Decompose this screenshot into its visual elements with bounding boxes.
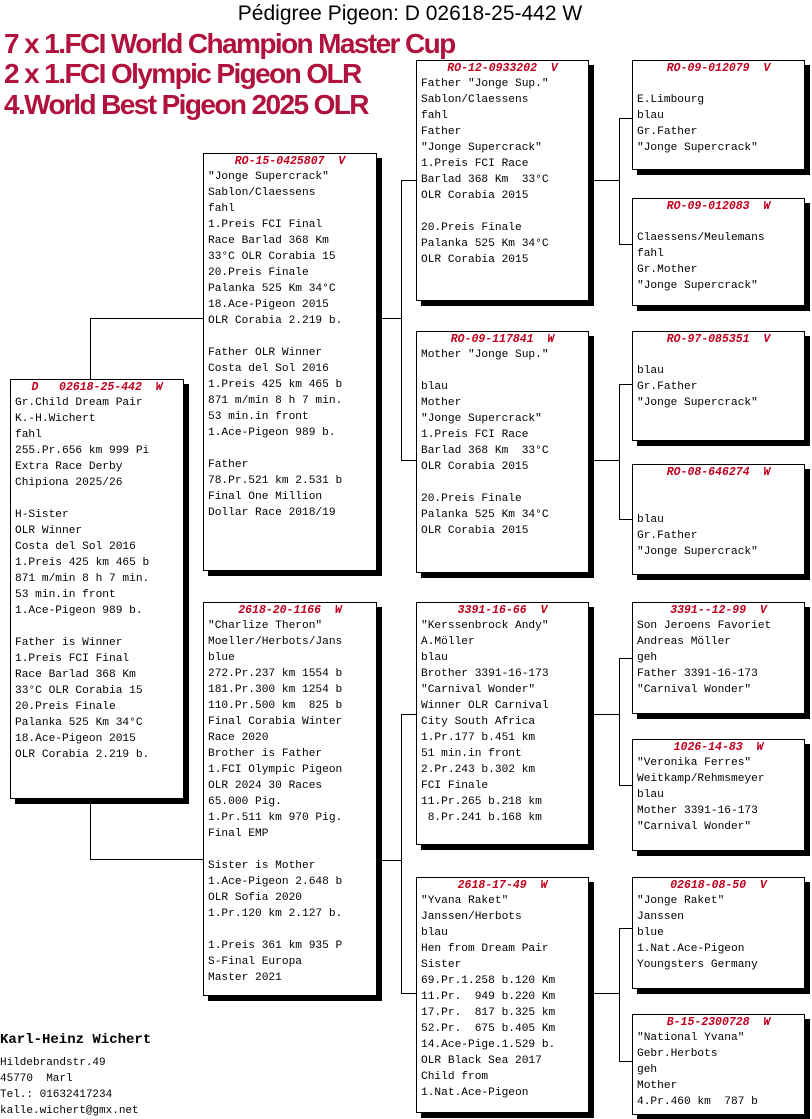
ring-number: RO-08-646274 W [666, 466, 771, 479]
pedigree-card-father [203, 153, 377, 571]
ring-number: RO-09-012083 W [666, 200, 771, 213]
pedigree-card-mf-father [632, 602, 805, 714]
pedigree-card-father-father [416, 60, 589, 301]
pigeon-details: "Yvana Raket" Janssen/Herbots blau Hen from Dream Pair Sister 69.Pr.1.258 b.120 Km 11.Pr. 949 b.220 Km 17.Pr. 817 b.325 km 52.Pr. 675 b.405 Km 14.Ace-Pige.1.529 b. OLR Black Sea 2017 Child from 1.Nat.Ace-Pigeon [421, 895, 556, 1099]
pigeon-details: blau Gr.Father "Jonge Supercrack" [637, 365, 758, 409]
pigeon-details: Mother "Jonge Sup." blau Mother "Jonge Supercrack" 1.Preis FCI Race Barlad 368 Km 33°C OLR Corabia 2015 20.Preis Finale Palanka 525 Km 34°C OLR Corabia 2015 [421, 349, 549, 537]
pedigree-card-mf-mother [632, 739, 805, 851]
ring-number: RO-12-0933202 V [447, 62, 558, 75]
pedigree-card-subject [10, 379, 184, 799]
pigeon-details: "Jonge Raket" Janssen blue 1.Nat.Ace-Pigeon Youngsters Germany [637, 895, 758, 971]
pigeon-details: "Jonge Supercrack" Sablon/Claessens fahl 1.Preis FCI Final Race Barlad 368 Km 33°C OLR Corabia 15 20.Preis Finale Palanka 525 Km 34°C 18.Ace-Pigeon 2015 OLR Corabia 2.219 b. Father OLR Winner Costa del Sol 2016 1.Preis 425 km 465 b 871 m/min 8 h 7 min. 53 min.in front 1.Ace-Pigeon 989 b. Father 78.Pr.521 km 2.531 b Final One Million Dollar Race 2018/19 [208, 171, 343, 519]
pedigree-card-mm-mother [632, 1014, 805, 1115]
pigeon-details: E.Limbourg blau Gr.Father "Jonge Supercrack" [637, 94, 758, 154]
ring-number: RO-15-0425807 V [234, 155, 346, 168]
ring-number: D 02618-25-442 W [31, 381, 163, 394]
pigeon-details: "Kerssenbrock Andy" A.Möller blau Brother 3391-16-173 "Carnival Wonder" Winner OLR Carnival City South Africa 1.Pr.177 b.451 km 51 min.in front 2.Pr.243 b.302 km FCI Finale 11.Pr.265 b.218 km 8.Pr.241 b.168 km [421, 620, 549, 824]
pedigree-card-mother-mother [416, 877, 589, 1113]
pigeon-details: "Veronika Ferres" Weitkamp/Rehmsmeyer blau Mother 3391-16-173 "Carnival Wonder" [637, 757, 765, 833]
pedigree-card-father-mother [416, 331, 589, 573]
ring-number: RO-97-085351 V [666, 333, 771, 346]
pigeon-details: Claessens/Meulemans fahl Gr.Mother "Jonge Supercrack" [637, 232, 765, 292]
page-title: Pédigree Pigeon: D 02618-25-442 W [237, 2, 583, 25]
ring-number: 3391-16-66 V [457, 604, 548, 617]
owner-name: Karl-Heinz Wichert [0, 1032, 152, 1048]
ring-number: 3391--12-99 V [670, 604, 767, 617]
ring-number: 2618-17-49 W [457, 879, 548, 892]
owner-address: Hildebrandstr.49 45770 Marl Tel.: 01632417234 kalle.wichert@gmx.net [0, 1057, 139, 1117]
pedigree-card-mother-father [416, 602, 589, 845]
ring-number: B-15-2300728 W [666, 1016, 771, 1029]
pedigree-card-fm-mother [632, 464, 805, 575]
pigeon-details: blau Gr.Father "Jonge Supercrack" [637, 514, 758, 558]
pedigree-card-mother [203, 602, 377, 996]
pedigree-card-ff-father [632, 60, 805, 170]
headline-3: 4.World Best Pigeon 2025 OLR [4, 89, 368, 120]
ring-number: RO-09-117841 W [450, 333, 555, 346]
pigeon-details: Father "Jonge Sup." Sablon/Claessens fahl Father "Jonge Supercrack" 1.Preis FCI Race Barlad 368 Km 33°C OLR Corabia 2015 20.Preis Finale Palanka 525 Km 34°C OLR Corabia 2015 [421, 78, 549, 266]
ring-number: 1026-14-83 W [673, 741, 764, 754]
pedigree-card-ff-mother [632, 198, 805, 306]
headline-2: 2 x 1.FCI Olympic Pigeon OLR [4, 58, 361, 89]
pigeon-details: Gr.Child Dream Pair K.-H.Wichert fahl 255.Pr.656 km 999 Pi Extra Race Derby Chipiona 2025/26 H-Sister OLR Winner Costa del Sol 2016 1.Preis 425 km 465 b 871 m/min 8 h 7 min. 53 min.in front 1.Ace-Pigeon 989 b. Father is Winner 1.Preis FCI Final Race Barlad 368 Km 33°C OLR Corabia 15 20.Preis Finale Palanka 525 Km 34°C 18.Ace-Pigeon 2015 OLR Corabia 2.219 b. [15, 397, 150, 761]
pigeon-details: Son Jeroens Favoriet Andreas Möller geh Father 3391-16-173 "Carnival Wonder" [637, 620, 772, 696]
pedigree-card-fm-father [632, 331, 805, 441]
ring-number: RO-09-012079 V [666, 62, 771, 75]
headline-1: 7 x 1.FCI World Champion Master Cup [4, 28, 455, 59]
pigeon-details: "National Yvana" Gebr.Herbots geh Mother 4.Pr.460 km 787 b [637, 1032, 758, 1108]
ring-number: 02618-08-50 V [670, 879, 767, 892]
ring-number: 2618-20-1166 W [238, 604, 342, 617]
pedigree-card-mm-father [632, 877, 805, 989]
pigeon-details: "Charlize Theron" Moeller/Herbots/Jans blue 272.Pr.237 km 1554 b 181.Pr.300 km 1254 b 110.Pr.500 km 825 b Final Corabia Winter Race 2020 Brother is Father 1.FCI Olympic Pigeon OLR 2024 30 Races 65.000 Pig. 1.Pr.511 km 970 Pig. Final EMP Sister is Mother 1.Ace-Pigeon 2.648 b OLR Sofia 2020 1.Pr.120 km 2.127 b. 1.Preis 361 km 935 P S-Final Europa Master 2021 [208, 620, 343, 984]
